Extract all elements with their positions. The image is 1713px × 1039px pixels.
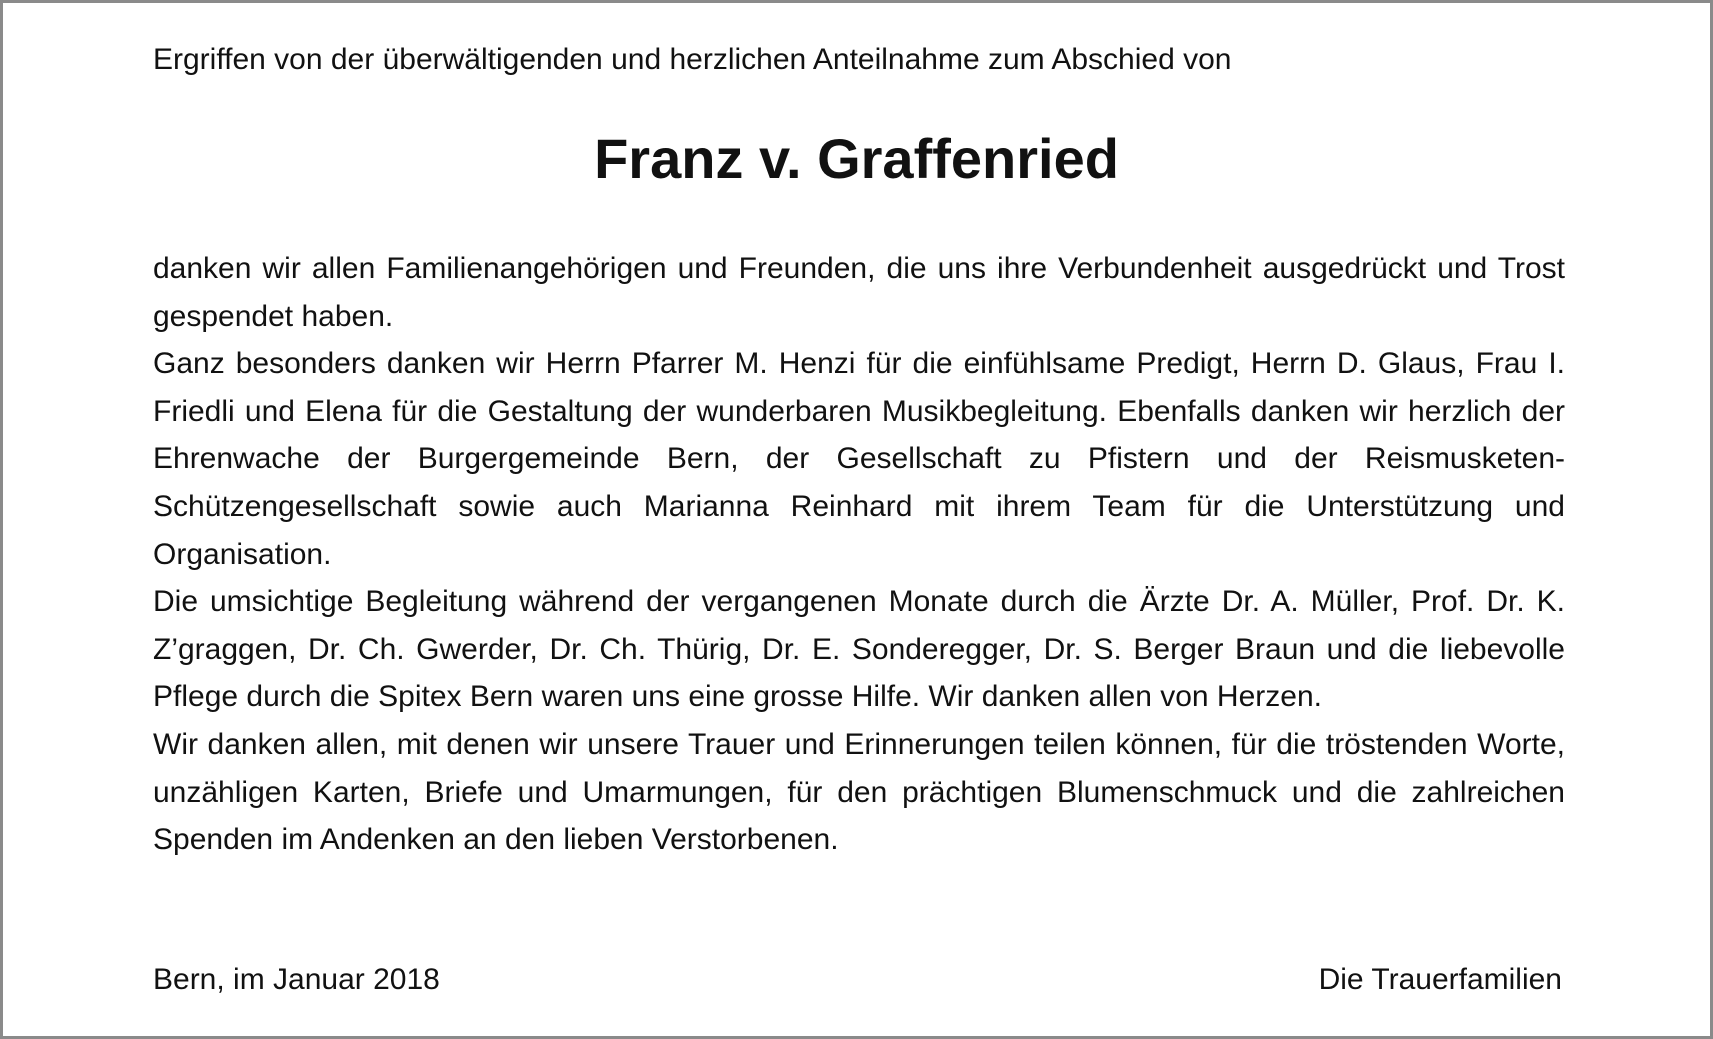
paragraph-thanks-ceremony: Ganz besonders danken wir Herrn Pfarrer M. Henzi für die einfühlsame Predigt, Herrn D. Glaus, Frau I. Friedli und Elena für die Gestaltung der wunderbaren Musikbegleitung. Ebenfalls danken wir herzlich der Ehrenwache der Burgergemeinde Bern, der Gesellschaft zu Pfistern und der Reismusketen-Schützengesellschaft sowie auch Marianna Reinhard mit ihrem Team für die Unterstützung und Organisation. bbox=[153, 347, 1565, 571]
paragraph-thanks-medical: Die umsichtige Begleitung während der vergangenen Monate durch die Ärzte Dr. A. Müller, Prof. Dr. K. Z’graggen, Dr. Ch. Gwerder, Dr. Ch. Thürig, Dr. E. Sonderegger, Dr. S. Berger Braun und die liebevolle Pflege durch die Spitex Bern waren uns eine grosse Hilfe. Wir danken allen von Herzen. bbox=[153, 585, 1565, 714]
signature: Die Trauerfamilien bbox=[1318, 963, 1562, 996]
intro-line: Ergriffen von der überwältigenden und herzlichen Anteilnahme zum Abschied von bbox=[153, 43, 1232, 76]
place-date: Bern, im Januar 2018 bbox=[153, 963, 440, 996]
deceased-name: Franz v. Graffenried bbox=[594, 127, 1119, 190]
paragraph-thanks-family: danken wir allen Familienangehörigen und Freunden, die uns ihre Verbundenheit ausgedrückt und Trost gespendet haben. bbox=[153, 252, 1565, 333]
thanks-text bbox=[153, 245, 1565, 864]
paragraph-thanks-condolences: Wir danken allen, mit denen wir unsere Trauer und Erinnerungen teilen können, für die tröstenden Worte, unzähligen Karten, Briefe und Umarmungen, für den prächtigen Blumenschmuck und die zahlreichen Spenden im Andenken an den lieben Verstorbenen. bbox=[153, 727, 1565, 857]
